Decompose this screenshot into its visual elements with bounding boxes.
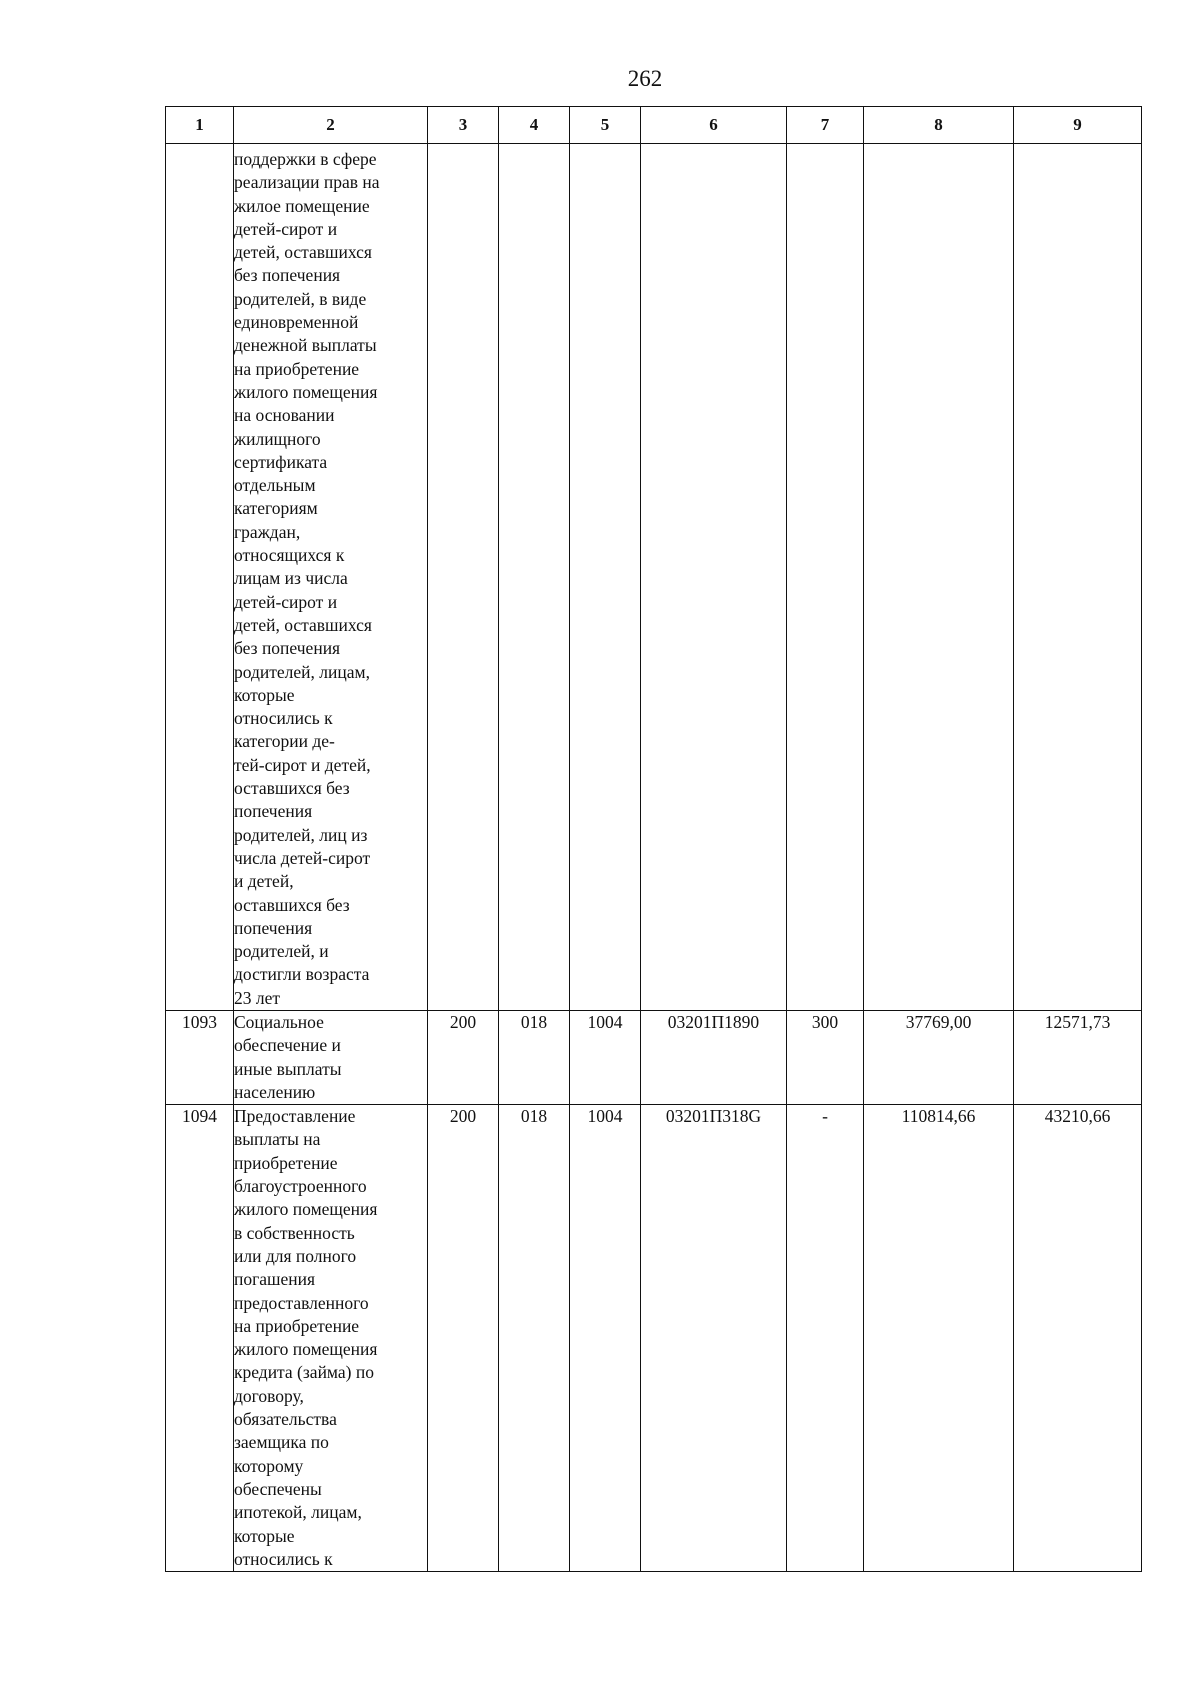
row-description: Предоставление выплаты на приобретение благоустроенного жилого помещения в собственность или для полного погашения предоставленного на приобретение жилого помещения кредита (займа) по договору, обязательства заемщика по которому обеспечены ипотекой, лицам, которые относились к (234, 1105, 428, 1572)
cell-col6 (641, 144, 787, 1011)
cell-col8: 37769,00 (864, 1010, 1014, 1104)
row-number: 1094 (166, 1105, 234, 1572)
cell-col6: 03201П1890 (641, 1010, 787, 1104)
column-header: 1 (166, 107, 234, 144)
cell-col9: 12571,73 (1014, 1010, 1142, 1104)
cell-col8: 110814,66 (864, 1105, 1014, 1572)
cell-col3 (428, 144, 499, 1011)
row-description: Социальное обеспечение и иные выплаты населению (234, 1010, 428, 1104)
page-number: 262 (627, 66, 663, 91)
row-number (166, 144, 234, 1011)
cell-col9 (1014, 144, 1142, 1011)
cell-col4 (499, 144, 570, 1011)
cell-col6: 03201П318G (641, 1105, 787, 1572)
column-header: 5 (570, 107, 641, 144)
column-header: 7 (787, 107, 864, 144)
budget-table (165, 106, 1142, 1572)
cell-col5: 1004 (570, 1105, 641, 1572)
cell-col7 (787, 144, 864, 1011)
table-row (166, 1105, 1142, 1572)
cell-col9: 43210,66 (1014, 1105, 1142, 1572)
column-header: 6 (641, 107, 787, 144)
cell-col3: 200 (428, 1010, 499, 1104)
cell-col3: 200 (428, 1105, 499, 1572)
column-header: 4 (499, 107, 570, 144)
column-header: 2 (234, 107, 428, 144)
row-number: 1093 (166, 1010, 234, 1104)
cell-col7: - (787, 1105, 864, 1572)
table-row (166, 144, 1142, 1011)
column-header: 3 (428, 107, 499, 144)
cell-col7: 300 (787, 1010, 864, 1104)
column-header: 9 (1014, 107, 1142, 144)
cell-col4: 018 (499, 1105, 570, 1572)
row-description: поддержки в сфере реализации прав на жилое помещение детей-сирот и детей, оставшихся без попечения родителей, в виде единовременной денежной выплаты на приобретение жилого помещения на основании жилищного сертификата отдельным категориям граждан, относящихся к лицам из числа детей-сирот и детей, оставшихся без попечения родителей, лицам, которые относились к категории де- тей-сирот и детей, оставшихся без попечения родителей, лиц из числа детей-сирот и детей, оставшихся без попечения родителей, и достигли возраста 23 лет (234, 144, 428, 1011)
table-row (166, 1010, 1142, 1104)
cell-col8 (864, 144, 1014, 1011)
cell-col5 (570, 144, 641, 1011)
column-number-header-row (166, 107, 1142, 144)
cell-col4: 018 (499, 1010, 570, 1104)
cell-col5: 1004 (570, 1010, 641, 1104)
column-header: 8 (864, 107, 1014, 144)
